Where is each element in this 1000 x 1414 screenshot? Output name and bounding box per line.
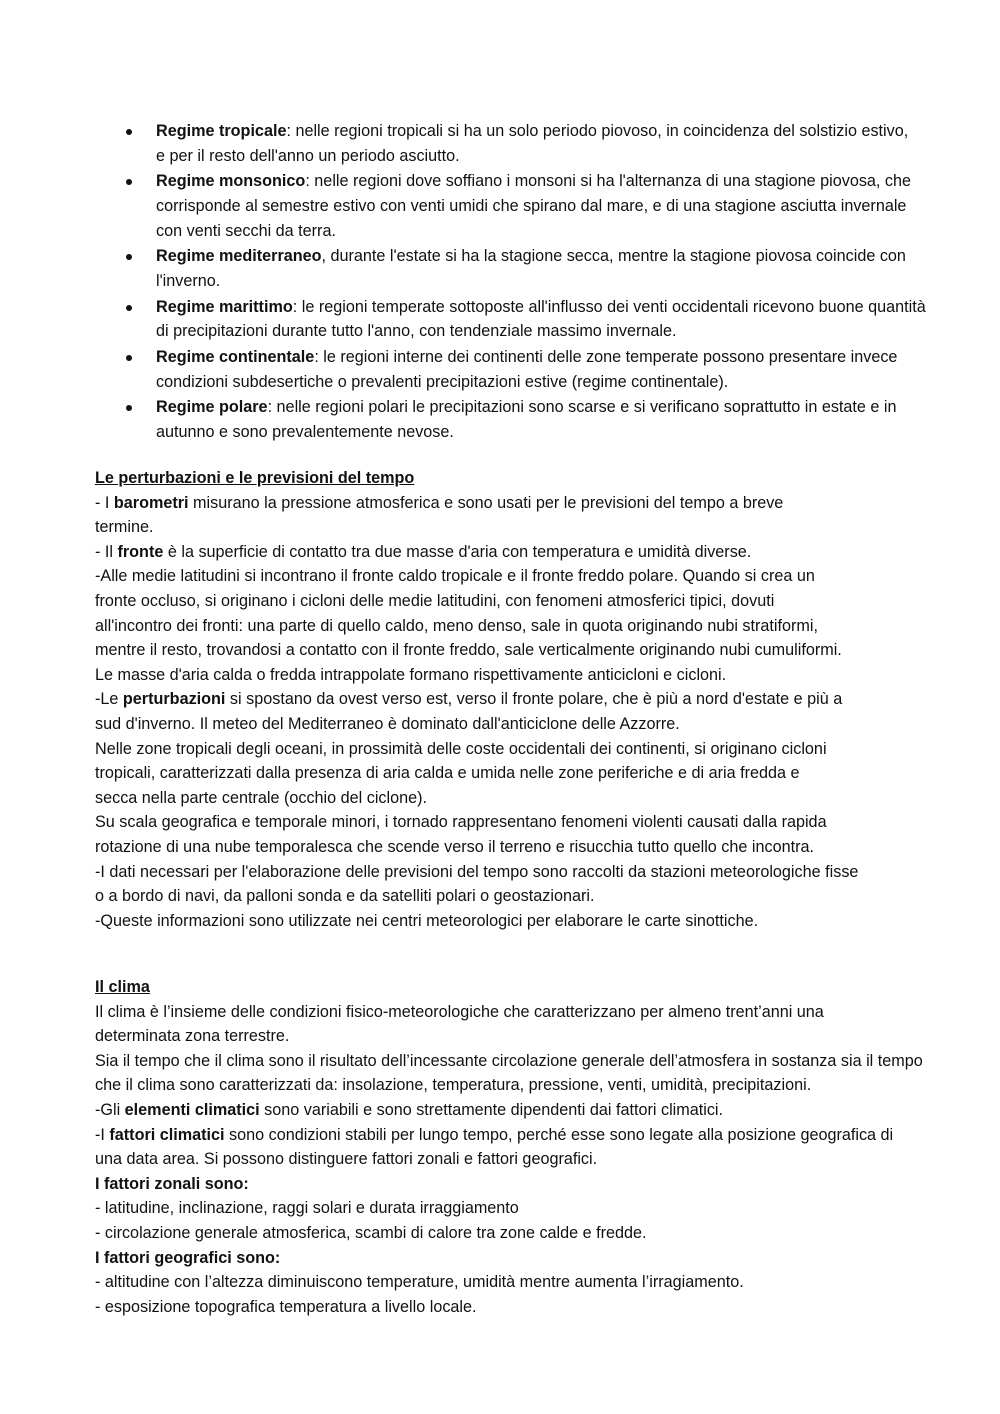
paragraph: Sia il tempo che il clima sono il risultato dell’incessante circolazione generale dell’atmosfera in sostanza sia il tempo che il clima sono caratterizzati da: insolazione, temperatura, pressione, venti, umidità, precipitazioni.	[95, 1051, 923, 1095]
list-item	[124, 169, 914, 243]
bold-term: barometri	[113, 493, 189, 512]
paragraph	[95, 540, 925, 565]
precipitation-regimes-list	[124, 119, 926, 446]
text-run: -I	[95, 1125, 110, 1144]
text-run: sono condizioni stabili per lungo tempo, perché esse sono legate alla posizione geografica di una data area. Si possono distinguere fattori zonali e fattori geografici.	[95, 1125, 894, 1169]
text-run: - Il	[95, 542, 118, 561]
list-item	[124, 295, 936, 344]
list-item: - altitudine con l’altezza diminuiscono temperature, umidità mentre aumenta l’irragiamento.	[95, 1273, 744, 1292]
text-run: -Le	[95, 690, 123, 709]
text-run: -Gli	[95, 1100, 125, 1119]
paragraph: -I dati necessari per l'elaborazione delle previsioni del tempo sono raccolti da stazioni meteorologiche fisse o a bordo di navi, da palloni sonda e da satelliti polari o geostazionari.	[95, 862, 859, 906]
paragraph: Il clima è l’insieme delle condizioni fisico-meteorologiche che caratterizzano per almeno trent’anni una determinata zona terrestre.	[95, 1002, 824, 1046]
list-item	[124, 345, 916, 394]
regime-term: Regime continentale	[156, 348, 315, 367]
paragraph	[95, 1123, 915, 1172]
paragraph: -Queste informazioni sono utilizzate nei centri meteorologici per elaborare le carte sinottiche.	[95, 911, 759, 930]
regime-term: Regime marittimo	[156, 297, 293, 316]
bullet-icon	[126, 355, 132, 361]
subheading-text: I fattori zonali sono:	[95, 1174, 249, 1193]
list-item	[124, 395, 936, 444]
regime-text: : le regioni interne dei continenti delle zone temperate possono presentare invece condizioni subdesertiche o prevalenti precipitazioni estive (regime continentale).	[156, 348, 898, 391]
text-run: è la superficie di contatto tra due masse d'aria con temperatura e umidità diverse.	[163, 542, 752, 561]
bold-term: perturbazioni	[122, 690, 226, 709]
regime-term: Regime mediterraneo	[156, 247, 322, 266]
perturbazioni-section	[95, 466, 925, 933]
bold-term: fronte	[117, 542, 164, 561]
bullet-icon	[126, 254, 132, 260]
subheading	[95, 1246, 925, 1271]
list-item	[124, 244, 916, 293]
regime-text: : le regioni temperate sottoposte all'influsso dei venti occidentali ricevono buone quantità di precipitazioni durante tutto l'anno, con tendenziale massimo invernale.	[156, 297, 926, 341]
bullet-icon	[126, 305, 132, 311]
list-item: - esposizione topografica temperatura a livello locale.	[95, 1297, 477, 1316]
section-title: Il clima	[95, 978, 150, 996]
list-item: - latitudine, inclinazione, raggi solari e durata irraggiamento	[95, 1199, 519, 1218]
subheading	[95, 1172, 925, 1197]
paragraph: Su scala geografica e temporale minori, i tornado rappresentano fenomeni violenti causati dalla rapida rotazione di una nube temporalesca che scende verso il terreno e risucchia tutto quello che incontra.	[95, 813, 827, 856]
bold-term: fattori climatici	[109, 1125, 225, 1144]
text-run: misurano la pressione atmosferica e sono usati per le previsioni del tempo a breve termine.	[95, 493, 784, 537]
paragraph: -Alle medie latitudini si incontrano il fronte caldo tropicale e il fronte freddo polare. Quando si crea un fronte occluso, si originano i cicloni delle medie latitudini, con fenomeni atmosferici tipici, dovuti all'incontro dei fronti: una parte di quello caldo, meno denso, sale in quota originando nubi stratiformi, mentre il resto, trovandosi a contatto con il fronte freddo, sale verticalmente originando nubi cumuliformi. Le masse d'aria calda o fredda intrappolate formano rispettivamente anticicloni e cicloni.	[95, 567, 842, 684]
paragraph	[95, 1098, 925, 1123]
paragraph: Nelle zone tropicali degli oceani, in prossimità delle coste occidentali dei continenti, si originano cicloni tropicali, caratterizzati dalla presenza di aria calda e umida nelle zone periferiche e di aria fredda e secca nella parte centrale (occhio del ciclone).	[95, 739, 827, 807]
clima-section	[95, 975, 925, 1319]
section-title: Le perturbazioni e le previsioni del tempo	[95, 469, 415, 487]
bullet-icon	[126, 129, 132, 135]
regime-text: : nelle regioni tropicali si ha un solo periodo piovoso, in coincidenza del solstizio estivo, e per il resto dell'anno un periodo asciutto.	[156, 122, 909, 165]
regime-text: : nelle regioni polari le precipitazioni sono scarse e si verificano soprattutto in estate e in autunno e sono prevalentemente nevose.	[156, 398, 897, 442]
paragraph	[95, 687, 865, 736]
text-run: sono variabili e sono strettamente dipendenti dai fattori climatici.	[259, 1100, 724, 1119]
regime-text: : nelle regioni dove soffiano i monsoni si ha l'alternanza di una stagione piovosa, che corrisponde al semestre estivo con venti umidi che spirano dal mare, e di una stagione asciutta invernale con venti secchi da terra.	[156, 172, 912, 240]
regime-term: Regime tropicale	[156, 122, 287, 140]
subheading-text: I fattori geografici sono:	[95, 1248, 281, 1267]
paragraph	[95, 491, 825, 540]
list-item	[124, 119, 916, 168]
text-run: si spostano da ovest verso est, verso il fronte polare, che è più a nord d'estate e più a sud d'inverno. Il meteo del Mediterraneo è dominato dall'anticiclone delle Azzorre.	[95, 690, 843, 733]
bold-term: elementi climatici	[124, 1100, 260, 1119]
bullet-icon	[126, 405, 132, 411]
bullet-icon	[126, 179, 132, 185]
text-run: - I	[95, 493, 114, 512]
list-item: - circolazione generale atmosferica, scambi di calore tra zone calde e fredde.	[95, 1223, 647, 1242]
regime-text: , durante l'estate si ha la stagione secca, mentre la stagione piovosa coincide con l'inverno.	[156, 247, 906, 290]
regime-term: Regime polare	[156, 398, 268, 417]
regime-term: Regime monsonico	[156, 172, 306, 191]
